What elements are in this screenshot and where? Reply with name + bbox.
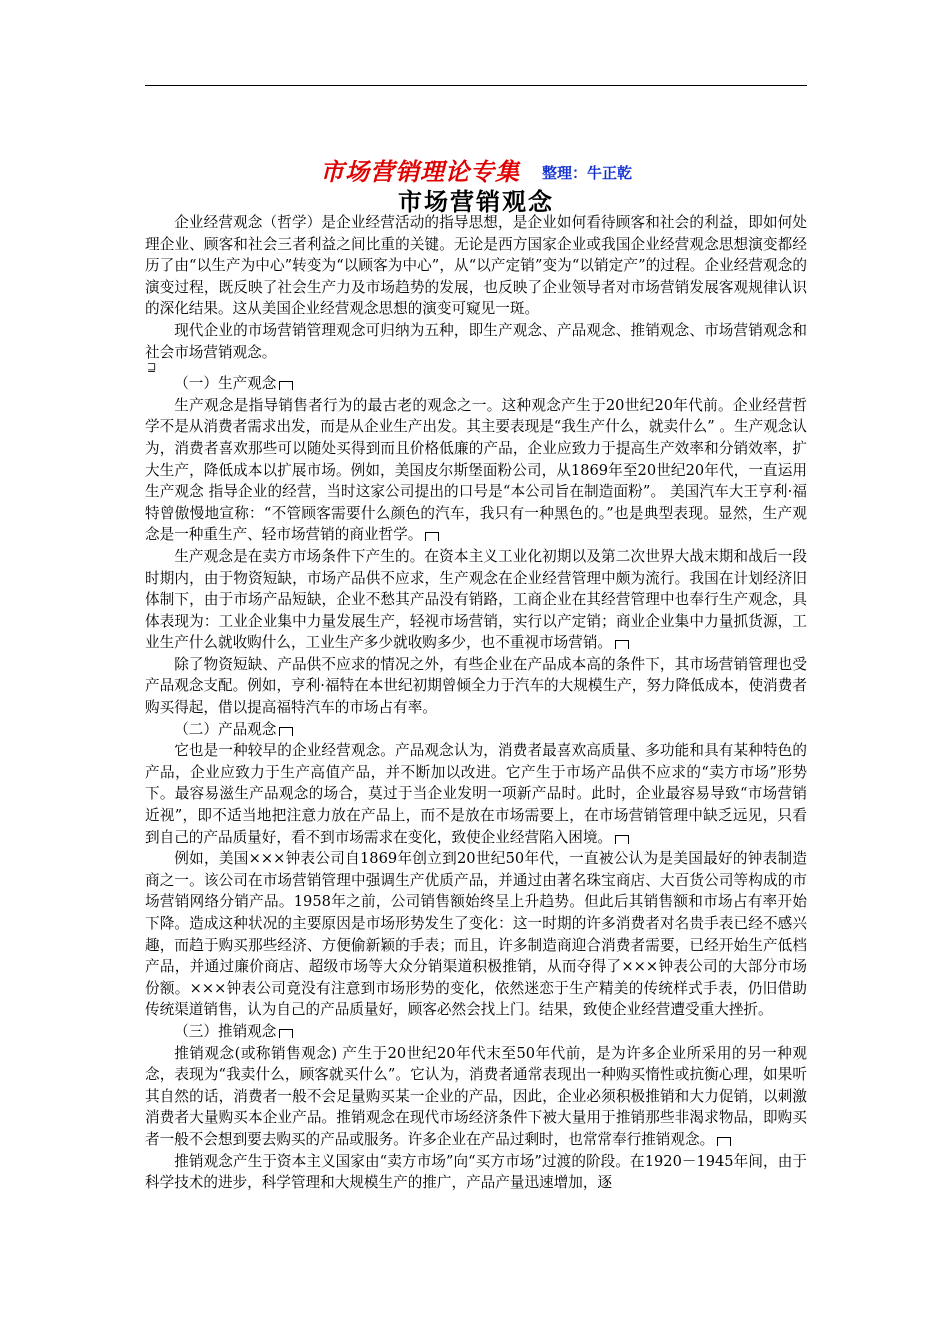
paragraph-intro-2: 现代企业的市场营销管理观念可归纳为五种，即生产观念、产品观念、推销观念、市场营销观念和社会市场营销观念。 [145, 321, 807, 361]
header-rule [145, 85, 807, 86]
series-title: 市场营销理论专集 [319, 157, 520, 186]
document-body [145, 212, 807, 1194]
paragraph-production-1: 生产观念是指导销售者行为的最古老的观念之一。这种观念产生于20世纪20年代前。企业经营哲学不是从消费者需求出发，而是从企业生产出发。其主要表现是“我生产什么，就卖什么” 。生产观念认为，消费者喜欢那些可以随处买得到而且价格低廉的产品，企业应致力于提高生产效率和分销效率，扩大生产，降低成本以扩展市场。例如，美国皮尔斯堡面粉公司，从1869年至20世纪20年代，一直运用生产观念 指导企业的经营，当时这家公司提出的口号是“本公司旨在制造面粉”。 美国汽车大王亨利·福特曾傲慢地宣称：“不管顾客需要什么颜色的汽车，我只有一种黑色的。”也是典型表现。显然，生产观念是一种重生产、轻市场营销的商业哲学。 [145, 396, 807, 544]
paragraph-product-2: 例如，美国×××钟表公司自1869年创立到20世纪50年代，一直被公认为是美国最好的钟表制造商之一。该公司在市场营销管理中强调生产优质产品，并通过由著名珠宝商店、大百货公司等构成的市场营销网络分销产品。1958年之前，公司销售额始终呈上升趋势。但此后其销售额和市场占有率开始下降。造成这种状况的主要原因是市场形势发生了变化：这一时期的许多消费者对名贵手表已经不感兴趣，而趋于购买那些经济、方便偷新颖的手表；而且，许多制造商迎合消费者需要，已经开始生产低档产品，并通过廉价商店、超级市场等大众分销渠道积极推销，从而夺得了×××钟表公司的大部分市场份额。×××钟表公司竟没有注意到市场形势的变化，依然迷恋于生产精美的传统样式手表，仍旧借助传统渠道销售，认为自己的产品质量好，顾客必然会找上门。结果，致使企业经营遭受重大挫折。 [145, 850, 807, 1019]
section-break-marker: ⊒ [147, 361, 157, 375]
paragraph-product-1: 它也是一种较早的企业经营观念。产品观念认为，消费者最喜欢高质量、多功能和具有某种特色的产品，企业应致力于生产高值产品，并不断加以改进。它产生于市场产品供不应求的“卖方市场”形势下。最容易滋生产品观念的场合，莫过于当企业发明一项新产品时。此时，企业最容易导致“市场营销近视”，即不适当地把注意力放在产品上，而不是放在市场需要上，在市场营销管理中缺乏远见，只看到自己的产品质量好，看不到市场需求在变化，致使企业经营陷入困境。 [145, 742, 807, 846]
document-title: 市场营销观念 [398, 188, 554, 216]
section-heading-product: （二）产品观念 [145, 719, 807, 741]
paragraph-mark-icon [279, 727, 293, 736]
paragraph-intro-1: 企业经营观念（哲学）是企业经营活动的指导思想，是企业如何看待顾客和社会的利益，即如何处理企业、顾客和社会三者利益之间比重的关键。无论是西方国家企业或我国企业经营观念思想演变都经历了由“以生产为中心”转变为“以顾客为中心”，从“以产定销”变为“以销定产”的过程。企业经营观念的演变过程，既反映了社会生产力及市场趋势的发展，也反映了企业领导者对市场营销发展客观规律认识的深化结果。这从美国企业经营观念思想的演变可窥见一斑。 [145, 214, 807, 318]
paragraph-selling-1: 推销观念(或称销售观念) 产生于20世纪20年代末至50年代前，是为许多企业所采用的另一种观念，表现为“我卖什么，顾客就买什么”。它认为，消费者通常表现出一种购买惰性或抗衡心理，如果听其自然的话，消费者一般不会足量购买某一企业的产品，因此，企业必须积极推销和大力促销，以刺激消费者大量购买本企业产品。推销观念在现代市场经济条件下被大量用于推销那些非渴求物品，即购买者一般不会想到要去购买的产品或服务。许多企业在产品过剩时，也常常奉行推销观念。 [145, 1044, 807, 1148]
section-heading-selling: （三）推销观念 [145, 1021, 807, 1043]
paragraph-mark-icon [615, 640, 629, 649]
paragraph-selling-2: 推销观念产生于资本主义国家由“卖方市场”向“买方市场”过渡的阶段。在1920－1945年间，由于科学技术的进步，科学管理和大规模生产的推广，产品产量迅速增加，逐 [145, 1152, 807, 1192]
paragraph-mark-icon [717, 1137, 731, 1146]
paragraph-mark-icon [615, 835, 629, 844]
paragraph-production-2: 生产观念是在卖方市场条件下产生的。在资本主义工业化初期以及第二次世界大战末期和战后一段时期内，由于物资短缺，市场产品供不应求，生产观念在企业经营管理中颇为流行。我国在计划经济旧体制下，由于市场产品短缺，企业不愁其产品没有销路，工商企业在其经营管理中也奉行生产观念，具体表现为：工业企业集中力量发展生产，轻视市场营销，实行以产定销；商业企业集中力量抓货源，工业生产什么就收购什么，工业生产多少就收购多少，也不重视市场营销。 [145, 547, 807, 652]
editor-credit: 整理：牛正乾 [541, 164, 632, 182]
paragraph-mark-icon [279, 1029, 293, 1038]
paragraph-production-3: 除了物资短缺、产品供不应求的情况之外，有些企业在产品成本高的条件下，其市场营销管理也受产品观念支配。例如，亨利·福特在本世纪初期曾倾全力于汽车的大规模生产，努力降低成本，使消费者购买得起，借以提高福特汽车的市场占有率。 [145, 655, 807, 717]
section-heading-production: （一）生产观念 [145, 373, 807, 395]
paragraph-mark-icon [279, 381, 293, 390]
paragraph-mark-icon [425, 532, 439, 541]
